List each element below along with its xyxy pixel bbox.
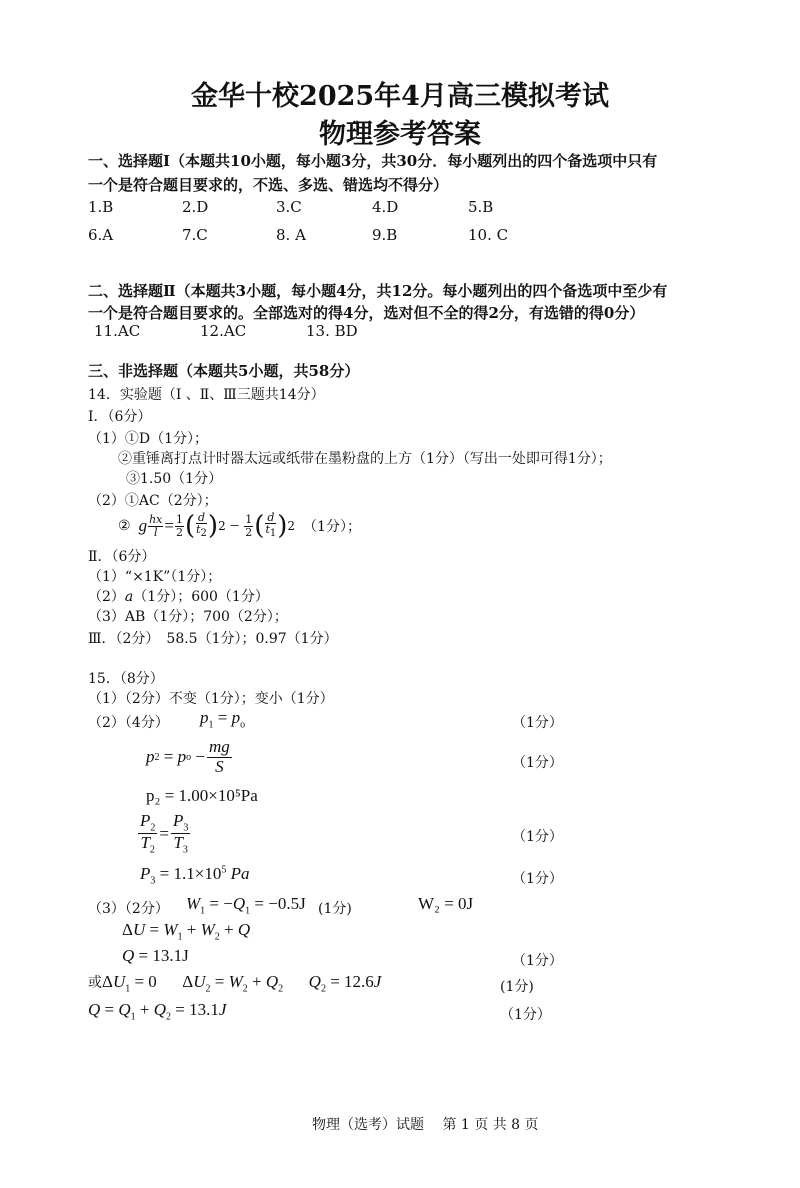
section1-heading: 一、选择题Ⅰ（本题共10小题，每小题3分，共30分．每小题列出的四个备选项中只有 (88, 152, 658, 170)
page-subtitle: 物理参考答案 (319, 119, 481, 150)
q15-score-1: （1分） (512, 715, 563, 731)
q15-eq-q: Q = 13.1J (122, 946, 189, 965)
q14-part1-line3: ③1.50（1分） (126, 471, 223, 487)
q15-eq-p1: $p_1 = p_o$ (200, 708, 246, 731)
q14-intro: 14．实验题（Ⅰ 、Ⅱ、Ⅲ三题共14分） (88, 387, 325, 403)
answer-8: 8. A (276, 226, 306, 244)
q15-part2-prefix: （2）（4分） (88, 715, 169, 731)
answer-2: 2.D (182, 198, 209, 216)
q15-score-5: （1分） (512, 953, 563, 969)
q14-part1-line1: （1）①D（1分）； (88, 431, 209, 447)
answer-7: 7.C (182, 226, 208, 244)
q15-heading: 15．（8分） (88, 671, 164, 687)
q15-score-3: （1分） (512, 829, 563, 845)
q15-eq-p2: p 2 = p o − $\frac{mg}{S}$ (146, 737, 230, 776)
answer-1: 1.B (88, 198, 114, 216)
q15-eq-w1: $W_1 = -Q_1 = -0.5J$ (186, 894, 306, 917)
q15-part3-prefix: （3）（2分） (88, 901, 169, 917)
answer-4: 4.D (372, 198, 399, 216)
q15-score-2: （1分） (512, 755, 563, 771)
page-footer: 物理（选考）试题 第 1 页 共 8 页 (312, 1117, 539, 1133)
answer-9: 9.B (372, 226, 398, 244)
q15-eq-alt: 或$\Delta U_1 = 0$ $\Delta U_2 = W_2 + Q_2$ $Q_2 = 12.6J$ (88, 972, 382, 995)
section3-heading: 三、非选择题（本题共5小题，共58分） (88, 362, 360, 380)
q15-eq-w1-score: (1分) (318, 901, 352, 917)
q15-score-7: （1分） (500, 1007, 551, 1023)
q14-part3: Ⅲ．（2分） 58.5（1分）；0.97（1分） (88, 631, 338, 647)
answer-5: 5.B (468, 198, 494, 216)
q14-part2-line3: （3）AB（1分）；700（2分）； (88, 609, 288, 625)
q14-energy-equation: ② g $\frac{hx}{l}$ = $\frac{1}{2}$ ( $\frac{d}{t_2}$ ) 2 − $\frac{1}{2}$ ( $\frac{d}{t_1}$ ) 2 （1分）； (118, 510, 361, 541)
q15-eq-p2-value: p₂ = 1.00×10⁵Pa (146, 786, 258, 805)
q14-part2-heading: Ⅱ．（6分） (88, 549, 156, 565)
q15-eq-du: $\Delta U = W_1 + W_2 + Q$ (122, 920, 251, 943)
section2-heading-cont: 一个是符合题目要求的。全部选对的得4分，选对但不全的得2分，有选错的得0分） (88, 304, 645, 322)
answer-13: 13. BD (306, 322, 358, 340)
q15-eq-ratio: $\frac{P_2}{T_2}$ = $\frac{P_3}{T_3}$ (140, 811, 189, 856)
section2-heading: 二、选择题Ⅱ（本题共3小题，每小题4分，共12分。每小题列出的四个备选项中至少有 (88, 282, 668, 300)
answer-6: 6.A (88, 226, 114, 244)
q15-score-6: (1分) (500, 979, 534, 995)
section1-heading-cont: 一个是符合题目要求的，不选、多选、错选均不得分） (88, 176, 449, 194)
page-title: 金华十校2025年4月高三模拟考试 (191, 81, 609, 112)
answer-3: 3.C (276, 198, 302, 216)
answer-12: 12.AC (200, 322, 247, 340)
answer-10: 10. C (468, 226, 509, 244)
q15-score-4: （1分） (512, 871, 563, 887)
q15-eq-p3: $P_3 = 1.1\times 10^5$ Pa (140, 864, 250, 887)
q14-part2-line2: （2）a（1分）；600（1分） (88, 589, 269, 605)
q15-eq-total: $Q = Q_1 + Q_2 = 13.1J$ (88, 1000, 227, 1023)
answer-11: 11.AC (94, 322, 141, 340)
q14-part1-heading: Ⅰ．（6分） (88, 409, 152, 425)
q14-part2-line1: （1）“×1K”（1分）； (88, 569, 222, 585)
q14-part1-line2: ②重锤离打点计时器太远或纸带在墨粉盘的上方（1分）（写出一处即可得1分）； (118, 451, 612, 467)
q15-eq-w2: W₂ = 0J (418, 894, 474, 913)
q14-part1-line4: （2）①AC（2分）； (88, 493, 218, 509)
q15-part1: （1）（2分）不变（1分）；变小（1分） (88, 691, 334, 707)
